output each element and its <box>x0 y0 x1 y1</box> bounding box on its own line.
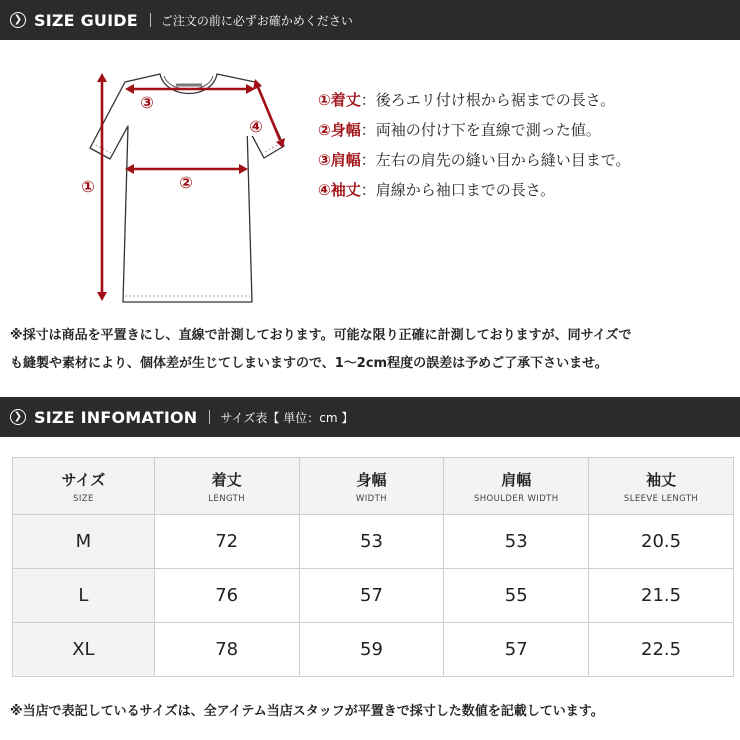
table-row <box>13 515 734 569</box>
size-guide-header <box>0 0 740 40</box>
table-cell: 21.5 <box>589 569 734 623</box>
measurement-legend <box>318 84 630 204</box>
legend-desc: ：両袖の付け下を直線で測った値。 <box>360 120 601 139</box>
table-cell: 76 <box>154 569 299 623</box>
header-en: SIZE <box>73 493 94 504</box>
legend-desc: ：左右の肩先の縫い目から縫い目まで。 <box>360 150 631 169</box>
table-cell: 53 <box>444 515 589 569</box>
legend-key: ②身幅 <box>318 120 361 139</box>
header-en: SHOULDER WIDTH <box>473 493 559 504</box>
legend-desc: ：後ろエリ付け根から裾までの長さ。 <box>360 90 616 109</box>
collar-line <box>164 76 213 90</box>
table-cell: 59 <box>299 623 444 677</box>
header-width <box>299 458 444 515</box>
width-marker: ② <box>179 173 193 192</box>
header-length <box>154 458 299 515</box>
legend-item-sleeve <box>318 174 630 204</box>
table-cell: 20.5 <box>589 515 734 569</box>
note-line-1: ※採寸は商品を平置きにし、直線で計測しております。可能な限り正確に計測しておりますが、同サイズで <box>10 328 632 343</box>
measurement-note <box>10 322 734 378</box>
size-guide-subtitle: ご注文の前に必ずお確かめください <box>160 13 353 28</box>
sleeve-marker: ④ <box>249 117 263 136</box>
chevron-right-icon: ❯ <box>10 12 26 28</box>
size-guide-title: SIZE GUIDE <box>34 10 138 30</box>
table-header-row <box>13 458 734 515</box>
length-marker: ① <box>81 177 95 196</box>
legend-key: ①着丈 <box>318 90 361 109</box>
table-cell: 57 <box>444 623 589 677</box>
legend-desc: ：肩線から袖口までの長さ。 <box>360 180 556 199</box>
table-cell: 72 <box>154 515 299 569</box>
header-en: SLEEVE LENGTH <box>623 493 699 504</box>
header-divider <box>150 13 151 27</box>
size-info-header <box>0 397 740 437</box>
header-shoulder <box>444 458 589 515</box>
header-jp: サイズ <box>61 470 106 489</box>
table-cell: 53 <box>299 515 444 569</box>
table-cell: 55 <box>444 569 589 623</box>
header-size <box>13 458 155 515</box>
header-jp: 肩幅 <box>501 470 532 489</box>
legend-item-length <box>318 84 630 114</box>
size-cell: M <box>13 515 155 569</box>
footnote: ※当店で表記しているサイズは、全アイテム当店スタッフが平置きで採寸した数値を記載しています。 <box>10 704 604 719</box>
header-en: LENGTH <box>208 493 246 504</box>
legend-key: ③肩幅 <box>318 150 361 169</box>
legend-item-width <box>318 114 630 144</box>
size-info-title: SIZE INFOMATION <box>34 407 198 427</box>
shoulder-marker: ③ <box>140 93 154 112</box>
size-cell: L <box>13 569 155 623</box>
header-divider <box>209 410 210 424</box>
size-info-subtitle: サイズ表【 単位：cm 】 <box>220 410 354 425</box>
chevron-right-icon: ❯ <box>10 409 26 425</box>
note-line-2: も縫製や素材により、個体差が生じてしまいますので、1〜2cm程度の誤差は予めご了承下さいませ。 <box>10 356 608 371</box>
size-table <box>12 457 734 677</box>
tshirt-measurement-diagram <box>80 60 310 310</box>
header-en: WIDTH <box>355 493 387 504</box>
size-cell: XL <box>13 623 155 677</box>
table-cell: 57 <box>299 569 444 623</box>
legend-key: ④袖丈 <box>318 180 361 199</box>
table-cell: 22.5 <box>589 623 734 677</box>
header-jp: 着丈 <box>211 470 242 489</box>
header-jp: 袖丈 <box>646 470 677 489</box>
header-sleeve <box>589 458 734 515</box>
table-row <box>13 569 734 623</box>
legend-item-shoulder <box>318 144 630 174</box>
table-row <box>13 623 734 677</box>
table-cell: 78 <box>154 623 299 677</box>
header-jp: 身幅 <box>356 470 387 489</box>
